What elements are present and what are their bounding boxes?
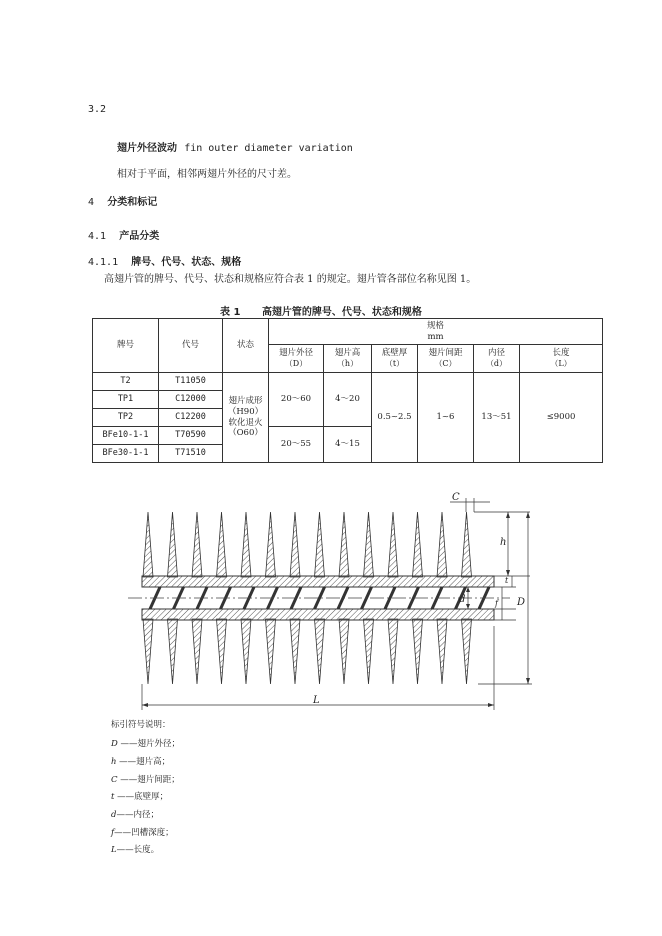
paragraph-4-1-1: 高翅片管的牌号、代号、状态和规格应符合表 1 的规定。翅片管各部位名称见图 1。 [104,274,477,285]
heading-4-1-1-number: 4.1.1 [88,257,119,268]
fin [143,619,153,684]
outer-diameter-a: 20～60 [269,373,324,427]
fin [388,619,398,684]
wall-thickness: 0.5~2.5 [372,373,418,463]
subheader-inner-diameter: 内径 （d） [474,345,520,373]
label-t: t [505,576,509,585]
subheader-fin-height: 翅片高 （h） [324,345,372,373]
fin [339,512,349,577]
table-row-grade: BFe30-1-1 [93,445,159,463]
inner-diameter: 13～51 [474,373,520,463]
table-row-grade: BFe10-1-1 [93,427,159,445]
label-f: f [495,599,498,608]
header-spec-label: 规格 [427,320,445,331]
legend-item: h ——翅片高； [111,757,171,767]
fin [217,619,227,684]
fin-height-b: 4～15 [324,427,372,463]
length: ≤9000 [520,373,603,463]
table-caption-title: 高翅片管的牌号、代号、状态和规格 [261,307,422,318]
header-spec-unit: mm [427,331,444,342]
label-d: d [459,594,466,605]
term-cn: 翅片外径波动 [117,143,177,154]
fin [437,619,447,684]
heading-4-title: 分类和标记 [107,197,158,208]
legend-heading: 标引符号说明： [111,720,171,730]
fin [413,512,423,577]
header-grade: 牌号 [93,319,159,373]
table-row-code: T71510 [159,445,223,463]
legend-item: D ——翅片外径； [111,739,181,749]
fin [143,512,153,577]
term-en: fin outer diameter variation [184,143,353,154]
fin [413,619,423,684]
fin [437,512,447,577]
fin [192,619,202,684]
state-cell: 翅片成形 （H90） 软化退火 （O60） [223,373,269,463]
fin-height-a: 4～20 [324,373,372,427]
fin [364,512,374,577]
heading-4-number: 4 [88,197,95,208]
subheader-length: 长度 （L） [520,345,603,373]
table-row-code: T70590 [159,427,223,445]
legend-item: d——内径； [111,810,159,820]
legend-item: L——长度。 [111,845,160,855]
legend-item: f——凹槽深度； [111,828,174,838]
table-row-grade: T2 [93,373,159,391]
fin [192,512,202,577]
upper-tube-wall [142,576,494,587]
fin [241,619,251,684]
header-state: 状态 [223,319,269,373]
fin [462,512,472,577]
fin [290,619,300,684]
fin-pitch: 1~6 [418,373,474,463]
fin [168,512,178,577]
heading-4-1-title: 产品分类 [119,231,160,242]
table-row-grade: TP1 [93,391,159,409]
heading-4-1-1-title: 牌号、代号、状态、规格 [131,257,242,268]
table-row-code: C12000 [159,391,223,409]
subheader-wall-thickness: 底壁厚 （t） [372,345,418,373]
label-C: C [452,492,460,503]
legend-item: C ——翅片间距； [111,775,180,785]
fin [168,619,178,684]
upper-fins [143,512,472,577]
subheader-fin-pitch: 翅片间距 （C） [418,345,474,373]
legend-item: t ——底壁厚； [111,792,169,802]
fin [388,512,398,577]
table-row-code: C12200 [159,409,223,427]
fin [266,619,276,684]
fin [315,512,325,577]
fin [364,619,374,684]
header-code: 代号 [159,319,223,373]
heading-4-1-number: 4.1 [88,231,107,242]
fin [217,512,227,577]
outer-diameter-b: 20～55 [269,427,324,463]
fin [266,512,276,577]
label-D: D [517,597,526,608]
table-row-grade: TP2 [93,409,159,427]
lower-fins [143,619,472,684]
fin [315,619,325,684]
section-number-3-2: 3.2 [88,104,107,115]
fin [290,512,300,577]
definition-3-2: 相对于平面，相邻两翅片外径的尺寸差。 [117,169,297,180]
subheader-outer-diameter: 翅片外径 （D） [269,345,324,373]
label-h: h [500,537,507,548]
lower-tube-wall [142,609,494,620]
table-row-code: T11050 [159,373,223,391]
fin [339,619,349,684]
fin [241,512,251,577]
table-caption-number: 表 1 [220,307,241,318]
fin [462,619,472,684]
label-L: L [313,695,320,706]
